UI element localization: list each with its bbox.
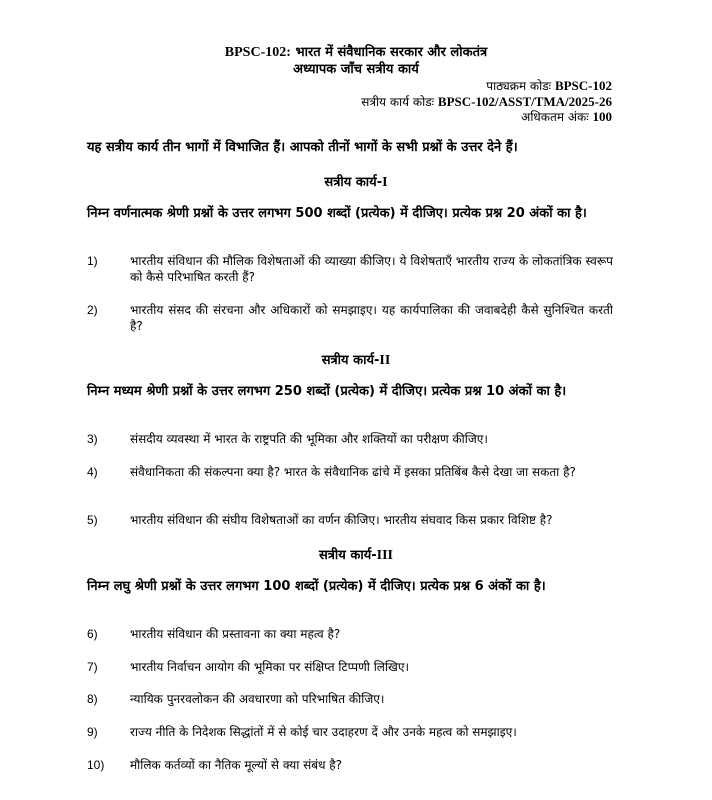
question-text: भारतीय निर्वाचन आयोग की भूमिका पर संक्षिप्त टिप्पणी लिखिए। (130, 660, 410, 674)
section-1-instruction: निम्न वर्णनात्मक श्रेणी प्रश्नों के उत्तर लगभग 500 शब्दों (प्रत्येक) में दीजिए। प्रत्येक प्रश्न 20 अंकों का है। (87, 206, 587, 221)
section-roman-numeral: I (382, 175, 388, 190)
section-heading-3 (0, 545, 712, 564)
question-text: न्यायिक पुनरवलोकन की अवधारणा को परिभाषित कीजिए। (130, 692, 385, 706)
assignment-code-label: सत्रीय कार्य कोडः (361, 95, 435, 109)
question-text: भारतीय संविधान की संघीय विशेषताओं का वर्णन कीजिए। भारतीय संघवाद किस प्रकार विशिष्ट है? (130, 513, 553, 527)
question-number: 3) (87, 432, 98, 446)
question-number: 2) (87, 303, 98, 317)
question-number: 8) (87, 692, 98, 706)
section-heading-label: सत्रीय कार्य- (321, 353, 380, 368)
section-3-instruction: निम्न लघु श्रेणी प्रश्नों के उत्तर लगभग 100 शब्दों (प्रत्येक) में दीजिए। प्रत्येक प्रश्न 6 अंकों का है। (87, 579, 546, 594)
section-roman-numeral: II (379, 353, 391, 368)
section-heading-label: सत्रीय कार्य- (318, 548, 377, 563)
question-number: 7) (87, 660, 98, 674)
question-number: 1) (87, 254, 98, 268)
course-code-label: पाठ्यक्रम कोडः (486, 79, 552, 93)
course-title-text: भारत में संवैधानिक सरकार और लोकतंत्र (295, 45, 488, 60)
max-marks-line (521, 108, 612, 125)
question-number: 6) (87, 627, 98, 641)
max-marks-value: 100 (592, 109, 612, 124)
section-heading-label: सत्रीय कार्य- (324, 175, 383, 190)
question-number: 9) (87, 725, 98, 739)
question-text: भारतीय संसद की संरचना और अधिकारों को समझाइए। यह कार्यपालिका की जवाबदेही कैसे सुनिश्चित करती है? (130, 303, 613, 333)
course-code-heading: BPSC-102: (224, 45, 291, 60)
question-text: भारतीय संविधान की मौलिक विशेषताओं की व्याख्या कीजिए। ये विशेषताएँ भारतीय राज्य के लोकतांत्रिक स्वरूप को कैसे परिभाषित करती हैं? (130, 254, 613, 284)
section-2-instruction: निम्न मध्यम श्रेणी प्रश्नों के उत्तर लगभग 250 शब्दों (प्रत्येक) में दीजिए। प्रत्येक प्रश्न 10 अंकों का है। (87, 384, 567, 399)
course-code-line (486, 77, 612, 94)
question-text: भारतीय संविधान की प्रस्तावना का क्या महत्व है? (130, 627, 341, 641)
question-number: 10) (87, 758, 105, 772)
assignment-code-value: BPSC-102/ASST/TMA/2025-26 (437, 94, 612, 109)
question-text: मौलिक कर्तव्यों का नैतिक मूल्यों से क्या संबंध है? (130, 758, 343, 772)
intro-text: यह सत्रीय कार्य तीन भागों में विभाजित हैं। आपको तीनों भागों के सभी प्रश्नों के उत्तर देने हैं। (87, 140, 518, 155)
section-heading-1 (0, 172, 712, 191)
question-number: 4) (87, 465, 98, 479)
course-code-value: BPSC-102 (554, 78, 612, 93)
question-text: संवैधानिकता की संकल्पना क्या है? भारत के संवैधानिक ढांचे में इसका प्रतिबिंब कैसे देखा जा सकता है? (130, 465, 576, 479)
section-roman-numeral: III (376, 548, 394, 563)
max-marks-label: अधिकतम अंकः (521, 110, 589, 124)
question-number: 5) (87, 513, 98, 527)
assignment-title: अध्यापक जाँच सत्रीय कार्य (293, 62, 419, 77)
question-text: संसदीय व्यवस्था में भारत के राष्ट्रपति की भूमिका और शक्तियों का परीक्षण कीजिए। (130, 432, 488, 446)
section-heading-2 (0, 350, 712, 369)
question-text: राज्य नीति के निदेशक सिद्धांतों में से कोई चार उदाहरण दें और उनके महत्व को समझाइए। (130, 725, 517, 739)
